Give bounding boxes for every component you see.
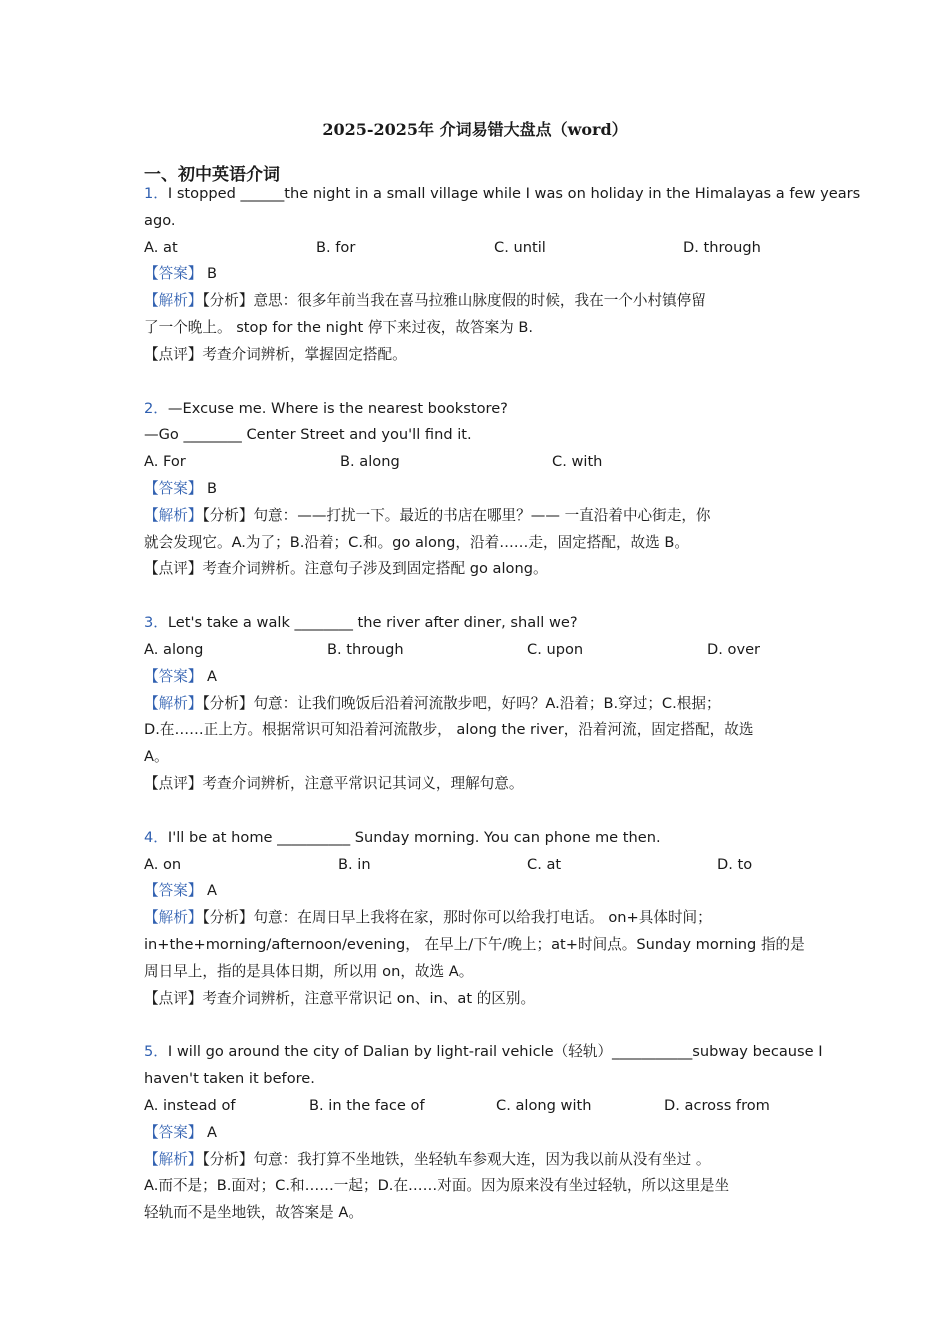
analysis-text: 【分析】意思：很多年前当我在喜马拉雅山脉度假的时候，我在一个小村镇停留 [202, 292, 706, 310]
question-number: 1． [144, 185, 168, 202]
question-number: 4． [144, 828, 168, 846]
analysis-label: 【解析】 [144, 292, 203, 310]
stem-line: —Go ________ Center Street and you'll find it. [144, 426, 472, 444]
option-a: A. along [144, 640, 204, 658]
question-stem [144, 181, 861, 208]
question-number: 2． [144, 399, 168, 417]
stem-line: I will go around the city of Dalian by light-rail vehicle（轻轨）___________subway because I [167, 1043, 823, 1061]
analysis-line [144, 1147, 808, 1174]
option-d: D. through [683, 238, 761, 256]
question-stem [144, 610, 808, 637]
analysis-text: 了一个晚上。 stop for the night 停下来过夜，故答案为 B. [144, 318, 534, 336]
analysis-line [144, 905, 808, 932]
answer-line [144, 476, 808, 503]
analysis-text: 【分析】句意：在周日早上我将在家，那时你可以给我打电话。 on+具体时间； [202, 909, 712, 927]
options-row [144, 235, 808, 262]
analysis-text: 轻轨而不是坐地铁，故答案是 A。 [144, 1204, 363, 1222]
answer-value: A [207, 882, 218, 900]
option-b: B. in the face of [309, 1096, 425, 1114]
stem-line: —Excuse me. Where is the nearest bookstore? [167, 399, 508, 417]
answer-label: 【答案】 [144, 667, 203, 685]
analysis-text: 【分析】句意：——打扰一下。最近的书店在哪里？—— 一直沿着中心街走，你 [202, 506, 711, 524]
answer-label: 【答案】 [144, 479, 203, 497]
options-row [144, 852, 808, 879]
option-b: B. in [338, 855, 371, 873]
answer-label: 【答案】 [144, 1123, 203, 1141]
answer-value: B [207, 265, 218, 283]
answer-label: 【答案】 [144, 882, 203, 900]
analysis-text: in+the+morning/afternoon/evening， 在早上/下午/晚上；at+时间点。Sunday morning 指的是 [144, 935, 805, 953]
question-stem [144, 825, 808, 852]
analysis-label: 【解析】 [144, 506, 203, 524]
analysis-label: 【解析】 [144, 909, 203, 927]
option-c: C. with [552, 453, 603, 471]
question-block [144, 825, 808, 1013]
option-b: B. along [340, 453, 400, 471]
question-number: 3． [144, 614, 168, 632]
option-a: A. instead of [144, 1096, 236, 1114]
analysis-line [144, 503, 808, 530]
document-title: 2025-2025年 介词易错大盘点（word） [322, 120, 628, 139]
options-row [144, 637, 808, 664]
analysis-text: 就会发现它。A.为了；B.沿着；C.和。go along，沿着……走，固定搭配，故选 B。 [144, 533, 689, 551]
question-block [144, 181, 861, 369]
analysis-text: 周日早上，指的是具体日期，所以用 on，故选 A。 [144, 962, 474, 980]
analysis-text: 【分析】句意：我打算不坐地铁，坐轻轨车参观大连，因为我以前从没有坐过 。 [202, 1150, 711, 1168]
option-d: D. over [707, 640, 761, 658]
question-block [144, 396, 808, 584]
analysis-text: D.在……正上方。根据常识可知沿着河流散步， along the river，沿着河流，固定搭配，故选 [144, 721, 754, 739]
options-row [144, 449, 808, 476]
option-b: B. through [327, 640, 404, 658]
comment-line: 【点评】考查介词辨析。注意句子涉及到固定搭配 go along。 [144, 560, 548, 578]
option-c: C. at [527, 855, 562, 873]
question-list [144, 181, 861, 1227]
option-a: A. For [144, 453, 186, 471]
analysis-label: 【解析】 [144, 694, 203, 712]
stem-line: haven't taken it before. [144, 1070, 315, 1088]
options-row [144, 1093, 808, 1120]
option-b: B. for [316, 238, 356, 256]
stem-line: Let's take a walk ________ the river after diner, shall we? [167, 614, 578, 632]
option-a: A. at [144, 238, 178, 256]
option-d: D. across from [664, 1096, 770, 1114]
comment-line: 【点评】考查介词辨析，注意平常识记其词义，理解句意。 [144, 774, 524, 792]
answer-line [144, 261, 808, 288]
option-c: C. upon [527, 640, 584, 658]
question-stem [144, 396, 808, 423]
answer-value: A [207, 1123, 218, 1141]
question-number: 5． [144, 1043, 168, 1061]
analysis-label: 【解析】 [144, 1150, 203, 1168]
option-d: D. to [717, 855, 753, 873]
option-c: C. along with [496, 1096, 592, 1114]
stem-line: ago. [144, 211, 176, 229]
analysis-text: A.而不是；B.面对；C.和……一起；D.在……对面。因为原来没有坐过轻轨，所以这里是坐 [144, 1177, 730, 1195]
answer-line [144, 664, 808, 691]
section-heading: 一、初中英语介词 [144, 165, 280, 185]
analysis-text: 【分析】句意：让我们晚饭后沿着河流散步吧，好吗？A.沿着；B.穿过；C.根据； [202, 694, 721, 712]
comment-line: 【点评】考查介词辨析，注意平常识记 on、in、at 的区别。 [144, 989, 536, 1007]
option-c: C. until [494, 238, 546, 256]
answer-line [144, 878, 808, 905]
analysis-line [144, 288, 808, 315]
comment-line: 【点评】考查介词辨析，掌握固定搭配。 [144, 345, 407, 363]
question-stem [144, 1039, 823, 1066]
answer-value: B [207, 479, 218, 497]
answer-line [144, 1120, 808, 1147]
answer-label: 【答案】 [144, 265, 203, 283]
answer-value: A [207, 667, 218, 685]
stem-line: I stopped ______the night in a small village while I was on holiday in the Himalayas a few years [167, 185, 861, 202]
option-a: A. on [144, 855, 182, 873]
analysis-line [144, 691, 808, 718]
analysis-text: A。 [144, 748, 169, 766]
question-block [144, 1039, 823, 1227]
question-block [144, 610, 808, 798]
stem-line: I'll be at home __________ Sunday morning. You can phone me then. [167, 828, 661, 846]
